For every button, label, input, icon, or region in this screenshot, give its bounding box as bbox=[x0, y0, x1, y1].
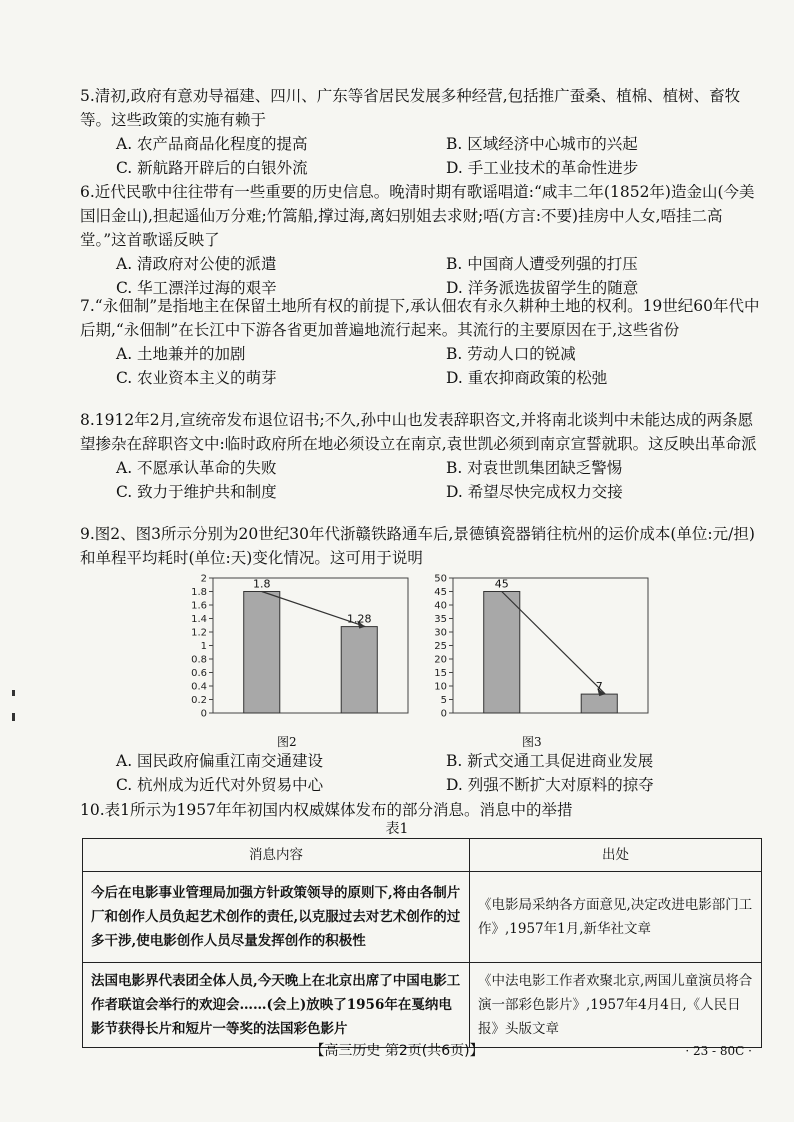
table-row bbox=[83, 963, 762, 1048]
option-a: A. 国民政府偏重江南交通建设 bbox=[116, 752, 324, 770]
option-d: D. 列强不断扩大对原料的掠夺 bbox=[446, 776, 654, 794]
y-tick-label: 40 bbox=[434, 600, 447, 612]
bar bbox=[341, 627, 377, 713]
question-5 bbox=[80, 84, 760, 180]
y-tick-label: 15 bbox=[434, 668, 447, 679]
y-tick-label: 30 bbox=[434, 627, 447, 639]
figure-3-caption: 图3 bbox=[522, 735, 542, 749]
y-tick-label: 1.2 bbox=[191, 627, 207, 639]
figure-2-caption: 图2 bbox=[277, 735, 297, 749]
y-tick-label: 5 bbox=[440, 695, 447, 706]
table-row bbox=[83, 872, 762, 963]
bar bbox=[244, 592, 280, 714]
option-c: C. 新航路开辟后的白银外流 bbox=[116, 159, 308, 177]
y-tick-label: 0.8 bbox=[191, 654, 207, 666]
table-cell: 今后在电影事业管理局加强方针政策领导的原则下,将由各制片厂和创作人员负起艺术创作的责任,以克服过去对艺术创作的过多干涉,使电影创作人员尽量发挥创作的积极性 bbox=[83, 872, 470, 963]
option-d: D. 希望尽快完成权力交接 bbox=[446, 483, 623, 501]
bar bbox=[484, 592, 520, 714]
option-d: D. 洋务派选拔留学生的随意 bbox=[446, 279, 639, 297]
y-tick-label: 10 bbox=[434, 681, 447, 693]
page-footer: 【高三历史 第2页(共6页)】 bbox=[310, 1043, 484, 1059]
scan-speck bbox=[12, 713, 15, 721]
figure-2-chart bbox=[185, 568, 415, 733]
y-tick-label: 0.6 bbox=[191, 668, 207, 679]
question-stem: 8.1912年2月,宣统帝发布退位诏书;不久,孙中山也发表辞职咨文,并将南北谈判中未能达成的两条愿望掺杂在辞职咨文中:临时政府所在地必须设立在南京,袁世凯必须到南京宣誓就职。这反映出革命派 bbox=[80, 411, 757, 453]
y-tick-label: 2 bbox=[200, 573, 207, 585]
y-tick-label: 0.2 bbox=[191, 695, 207, 706]
y-tick-label: 45 bbox=[434, 587, 447, 598]
y-tick-label: 0 bbox=[440, 708, 447, 720]
y-tick-label: 25 bbox=[434, 641, 447, 652]
data-label: 1.8 bbox=[253, 577, 271, 591]
table-1 bbox=[82, 838, 762, 1048]
y-tick-label: 0.4 bbox=[191, 681, 207, 693]
option-d: D. 手工业技术的革命性进步 bbox=[446, 159, 639, 177]
table-header: 消息内容 bbox=[83, 839, 470, 872]
question-stem: 5.清初,政府有意劝导福建、四川、广东等省居民发展多种经营,包括推广蚕桑、植棉、植树、畜牧等。这些政策的实施有赖于 bbox=[80, 87, 741, 129]
paper-code: · 23 - 80C · bbox=[685, 1044, 752, 1058]
data-label: 45 bbox=[494, 577, 509, 591]
data-label: 7 bbox=[595, 680, 603, 694]
y-tick-label: 20 bbox=[434, 654, 447, 666]
data-label: 1.28 bbox=[347, 612, 372, 626]
question-stem: 7.“永佃制”是指地主在保留土地所有权的前提下,承认佃农有永久耕种土地的权利。19世纪60年代中后期,“永佃制”在长江中下游各省更加普遍地流行起来。其流行的主要原因在于,这些省份 bbox=[80, 297, 760, 339]
option-c: C. 杭州成为近代对外贸易中心 bbox=[116, 776, 324, 794]
table-title: 表1 bbox=[385, 821, 409, 837]
y-tick-label: 1 bbox=[200, 641, 207, 652]
scan-speck bbox=[12, 690, 15, 696]
table-header-row bbox=[83, 839, 762, 872]
option-a: A. 清政府对公使的派遣 bbox=[116, 255, 277, 273]
question-7 bbox=[80, 294, 760, 390]
y-tick-label: 1.6 bbox=[191, 600, 207, 612]
bar bbox=[581, 694, 617, 713]
plot-frame bbox=[213, 578, 408, 713]
question-9-options bbox=[80, 749, 760, 797]
option-a: A. 农产品商品化程度的提高 bbox=[116, 135, 308, 153]
question-6 bbox=[80, 180, 760, 300]
question-8 bbox=[80, 408, 760, 504]
table-cell: 《电影局采纳各方面意见,决定改进电影部门工作》,1957年1月,新华社文章 bbox=[470, 872, 762, 963]
y-tick-label: 1.8 bbox=[191, 587, 207, 598]
figure-3-chart bbox=[425, 568, 655, 733]
option-c: C. 农业资本主义的萌芽 bbox=[116, 369, 277, 387]
option-d: D. 重农抑商政策的松弛 bbox=[446, 369, 608, 387]
y-tick-label: 35 bbox=[434, 614, 447, 625]
option-b: B. 对袁世凯集团缺乏警惕 bbox=[446, 459, 623, 477]
question-stem: 10.表1所示为1957年年初国内权威媒体发布的部分消息。消息中的举措 bbox=[80, 801, 573, 819]
question-9 bbox=[80, 522, 760, 570]
y-tick-label: 50 bbox=[434, 573, 447, 585]
plot-frame bbox=[453, 578, 648, 713]
option-a: A. 土地兼并的加剧 bbox=[116, 345, 246, 363]
option-c: C. 华工漂洋过海的艰辛 bbox=[116, 279, 277, 297]
option-b: B. 中国商人遭受列强的打压 bbox=[446, 255, 638, 273]
option-b: B. 新式交通工具促进商业发展 bbox=[446, 752, 654, 770]
y-tick-label: 1.4 bbox=[191, 614, 207, 625]
table-cell: 《中法电影工作者欢聚北京,两国儿童演员将合演一部彩色影片》,1957年4月4日,《人民日报》头版文章 bbox=[470, 963, 762, 1048]
option-b: B. 劳动人口的锐减 bbox=[446, 345, 576, 363]
option-c: C. 致力于维护共和制度 bbox=[116, 483, 277, 501]
question-stem: 9.图2、图3所示分别为20世纪30年代浙赣铁路通车后,景德镇瓷器销往杭州的运价成本(单位:元/担)和单程平均耗时(单位:天)变化情况。这可用于说明 bbox=[80, 525, 755, 567]
table-header: 出处 bbox=[470, 839, 762, 872]
option-a: A. 不愿承认革命的失败 bbox=[116, 459, 277, 477]
option-b: B. 区域经济中心城市的兴起 bbox=[446, 135, 638, 153]
question-stem: 6.近代民歌中往往带有一些重要的历史信息。晚清时期有歌谣唱道:“咸丰二年(1852年)造金山(今美国旧金山),担起遥仙万分难;竹篙船,撑过海,离妇别姐去求财;唔(方言:不要)挂房中人女,唔挂二高堂。”这首歌谣反映了 bbox=[80, 183, 755, 249]
table-cell: 法国电影界代表团全体人员,今天晚上在北京出席了中国电影工作者联谊会举行的欢迎会……(会上)放映了1956年在戛纳电影节获得长片和短片一等奖的法国彩色影片 bbox=[83, 963, 470, 1048]
y-tick-label: 0 bbox=[200, 708, 207, 720]
